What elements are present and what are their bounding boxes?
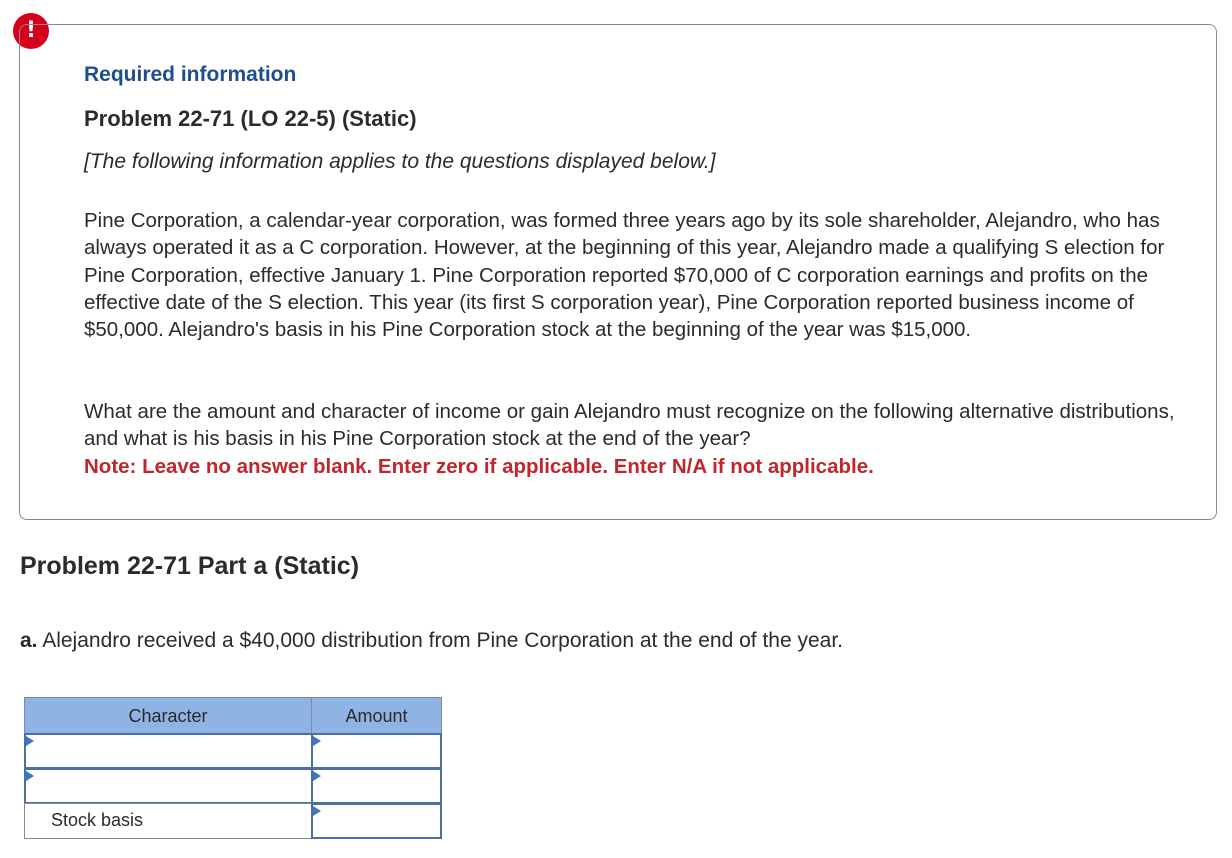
row-marker-icon — [313, 771, 321, 781]
row-marker-icon — [313, 736, 321, 746]
answer-note: Note: Leave no answer blank. Enter zero if applicable. Enter N/A if not applicable. — [84, 454, 874, 478]
problem-paragraph: Pine Corporation, a calendar-year corporation, was formed three years ago by its sole shareholder, Alejandro, who has always operated it as a C corporation. However, at the beginning of this year, Alejandro made a qualifying S election for Pine Corporation, effective January 1. Pine Corporation reported $70,000 of C corporation earnings and profits on the effective date of the S election. This year (its first S corporation year), Pine Corporation reported business income of $50,000. Alejandro's basis in his Pine Corporation stock at the beginning of the year was $15,000. — [84, 209, 1165, 342]
stock-basis-label: Stock basis — [51, 810, 144, 830]
amount-column-header: Amount — [311, 697, 442, 734]
required-information-heading: Required information — [84, 63, 297, 86]
question-text: What are the amount and character of income or gain Alejandro must recognize on the following alternative distributions, and what is his basis in his Pine Corporation stock at the end of the year? — [84, 400, 1175, 451]
problem-title: Problem 22-71 (LO 22-5) (Static) — [84, 106, 417, 131]
alert-icon: ! — [13, 13, 49, 49]
part-title: Problem 22-71 Part a (Static) — [20, 552, 360, 580]
character-input-row-2[interactable] — [24, 768, 313, 804]
row-marker-icon — [26, 736, 34, 746]
character-input-row-1[interactable] — [24, 733, 313, 769]
row-marker-icon — [26, 771, 34, 781]
stock-basis-input[interactable] — [311, 803, 442, 839]
row-marker-icon — [313, 806, 321, 816]
applies-note: [The following information applies to the questions displayed below.] — [84, 150, 716, 173]
amount-input-row-1[interactable] — [311, 733, 442, 769]
question-body: Alejandro received a $40,000 distribution from Pine Corporation at the end of the year. — [37, 629, 844, 652]
question-letter: a. — [20, 629, 38, 652]
answer-table — [24, 697, 442, 839]
amount-input-row-2[interactable] — [311, 768, 442, 804]
question-paragraph — [84, 398, 1184, 480]
part-question — [20, 629, 843, 653]
character-column-header: Character — [24, 697, 312, 734]
